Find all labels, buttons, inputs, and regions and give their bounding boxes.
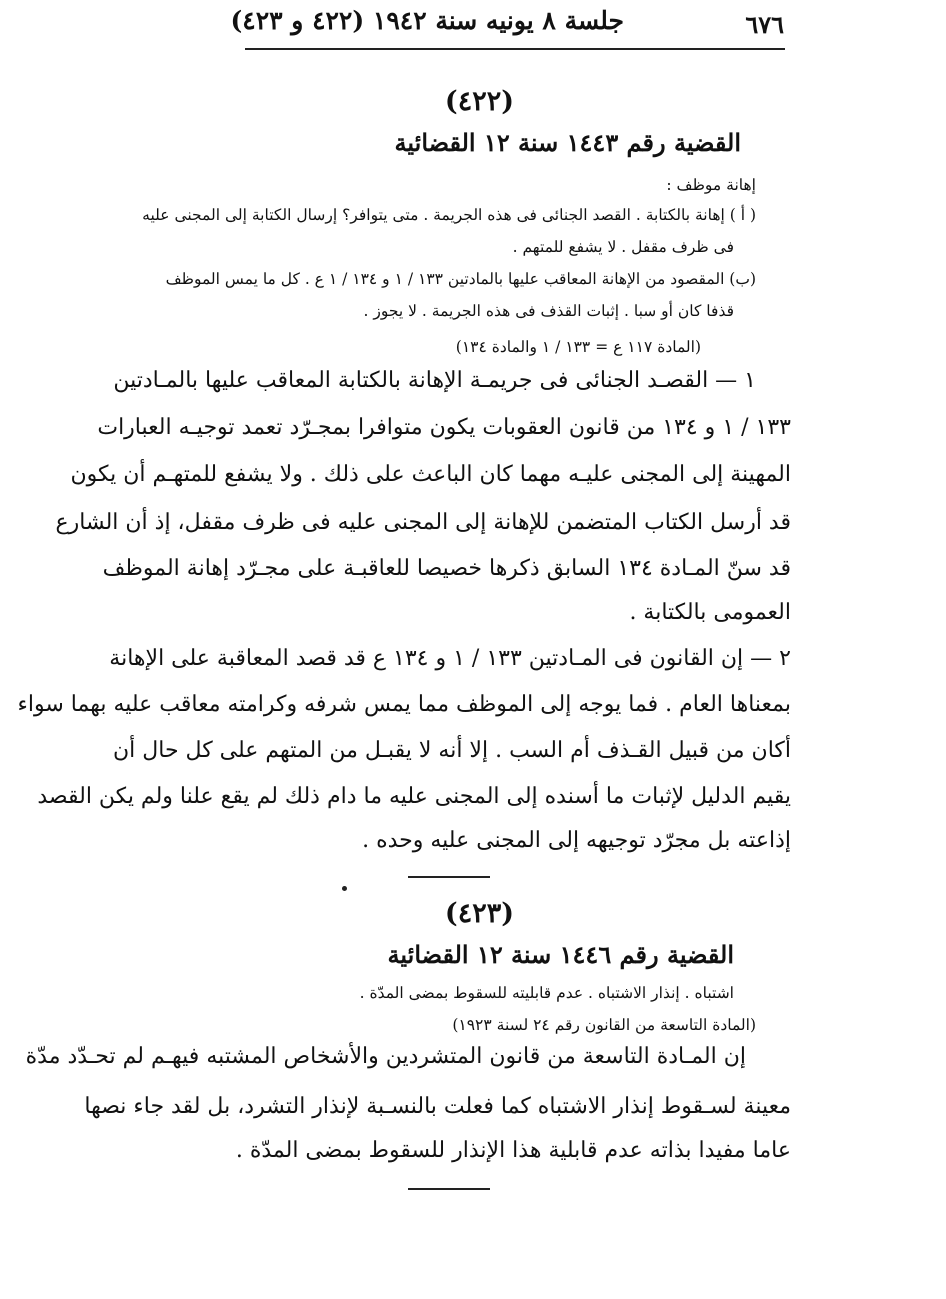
ink-speck [342,886,347,891]
case-423-body-line: معينة لسـقوط إنذار الاشتباه كما فعلت بالنسـبة لإنذار التشرد، بل لقد جاء نصها [84,1094,791,1119]
case-422-body-line: قد أرسل الكتاب المتضمن للإهانة إلى المجنى عليه فى ظرف مقفل، إذ أن الشارع [55,510,791,535]
case-422-body-line: قد سنّ المـادة ١٣٤ السابق ذكرها خصيصا للعاقبـة على مجـرّد إهانة الموظف [102,556,791,581]
case-422-body-line: يقيم الدليل لإثبات ما أسنده إلى المجنى عليه ما دام ذلك لم يقع علنا ولم يكن القصد [37,784,791,809]
case-422-number: (٤٢٢) [444,86,514,117]
case-423-body-line: عاما مفيدا بذاته عدم قابلية هذا الإنذار للسقوط بمضى المدّة . [235,1138,791,1163]
case-423-summary-line: اشتباه . إنذار الاشتباه . عدم قابليته للسقوط بمضى المدّة . [359,984,734,1002]
page-number: ٦٧٦ [745,10,784,39]
case-422-title: القضية رقم ١٤٤٣ سنة ١٢ القضائية [394,128,741,157]
case-422-body-line: إذاعته بل مجرّد توجيهه إلى المجنى عليه وحده . [362,828,791,853]
case-422-body-line: ١٣٣ / ١ و ١٣٤ من قانون العقوبات يكون متوافرا بمجـرّد تعمد توجيـه العبارات [97,415,791,440]
case-422-summary-line: قذفا كان أو سبا . إثبات القذف فى هذه الجريمة . لا يجوز . [363,302,734,320]
case-422-statute-reference: (المادة ١١٧ ع = ١٣٣ / ١ والمادة ١٣٤) [455,338,701,356]
case-423-title: القضية رقم ١٤٤٦ سنة ١٢ القضائية [387,940,734,969]
case-422-summary-line: فى ظرف مقفل . لا يشفع للمتهم . [512,238,734,256]
running-header-title: جلسة ٨ يونيه سنة ١٩٤٢ (٤٢٢ و ٤٢٣) [230,6,624,35]
case-423-statute-reference: (المادة التاسعة من القانون رقم ٢٤ لسنة ١٩٢٣) [452,1016,756,1034]
case-422-body-line: ٢ — إن القانون فى المـادتين ١٣٣ / ١ و ١٣٤ ع قد قصد المعاقبة على الإهانة [109,646,791,671]
case-422-body-line: المهينة إلى المجنى عليـه مهما كان الباعث على ذلك . ولا يشفع للمتهـم أن يكون [70,462,791,487]
case-423-number: (٤٢٣) [444,898,514,929]
case-422-summary-line: (ب) المقصود من الإهانة المعاقب عليها بالمادتين ١٣٣ / ١ و ١٣٤ / ١ ع . كل ما يمس الموظف [165,270,756,288]
case-422-body-line: بمعناها العام . فما يوجه إلى الموظف مما يمس شرفه وكرامته معاقب عليه بهما سواء [17,692,791,717]
section-divider [408,876,490,878]
case-422-body-line: أكان من قبيل القـذف أم السب . إلا أنه لا يقبـل من المتهم على كل حال أن [113,738,791,763]
case-422-summary-line: إهانة موظف : [666,176,756,194]
case-422-body-line: ١ — القصـد الجنائى فى جريمـة الإهانة بالكتابة المعاقب عليها بالمـادتين [113,368,756,393]
case-422-body-line: العمومى بالكتابة . [629,600,791,625]
case-423-body-line: إن المـادة التاسعة من قانون المتشردين والأشخاص المشتبه فيهـم لم تحـدّد مدّة [25,1044,746,1069]
case-422-summary-line: ( أ ) إهانة بالكتابة . القصد الجنائى فى هذه الجريمة . متى يتوافر؟ إرسال الكتابة إلى المجنى عليه [142,206,756,224]
end-divider [408,1188,490,1190]
header-rule [245,48,785,50]
